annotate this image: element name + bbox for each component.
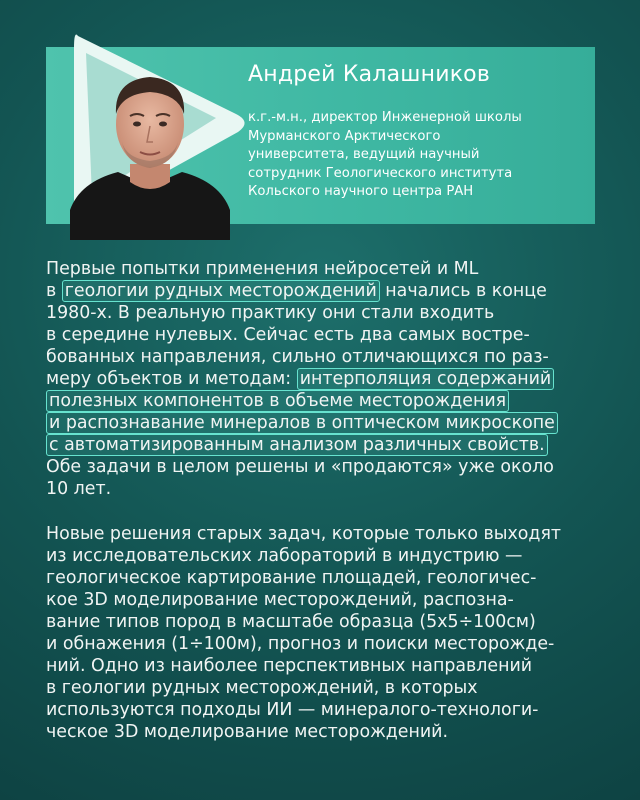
author-photo — [70, 60, 230, 240]
text-line: кое 3D моделирование месторождений, распозна- — [46, 590, 514, 610]
text-line: и обнажения (1÷100м), прогноз и поиски месторожде- — [46, 634, 555, 654]
highlight-mineral-recognition: с автоматизированным анализом различных свойств. — [46, 434, 548, 456]
highlight-ore-geology: геологии рудных месторождений — [62, 280, 380, 302]
text-line: из исследовательских лабораторий в индустрию — — [46, 546, 523, 566]
paragraph-new-solutions — [46, 523, 602, 743]
text-line: используются подходы ИИ — минералого-технологи- — [46, 700, 539, 720]
text-line: Новые решения старых задач, которые только выходят — [46, 524, 562, 544]
text-line: ческое 3D моделирование месторождений. — [46, 722, 448, 742]
author-bio-line: университета, ведущий научный — [248, 147, 480, 162]
text-line — [46, 368, 602, 390]
author-bio-line: сотрудник Геологического института — [248, 165, 513, 181]
highlight-interpolation: интерполяция содержаний — [297, 368, 555, 390]
text-line — [46, 412, 602, 434]
text-line — [46, 434, 602, 456]
text-line: вание типов пород в масштабе образца (5х5÷100см) — [46, 612, 536, 632]
text-fragment: меру объектов и методам: — [46, 369, 297, 389]
author-bio-line: к.г.-м.н., директор Инженерной школы — [248, 110, 522, 125]
text-line: Первые попытки применения нейросетей и ML — [46, 259, 479, 279]
paragraph-intro — [46, 258, 602, 500]
text-line: геологическое картирование площадей, геологичес- — [46, 568, 537, 588]
highlight-mineral-recognition: и распознавание минералов в оптическом микроскопе — [46, 412, 558, 434]
author-bio-line: Кольского научного центра РАН — [248, 184, 474, 199]
text-fragment: в — [46, 281, 62, 301]
author-bio-line: Мурманского Арктического — [248, 128, 441, 144]
text-line: бованных направления, сильно отличающихся по раз- — [46, 347, 549, 367]
text-line: 10 лет. — [46, 479, 112, 499]
text-line — [46, 280, 602, 302]
text-fragment: начались в конце — [379, 281, 547, 301]
text-line: ний. Одно из наиболее перспективных направлений — [46, 656, 533, 676]
text-line: в середине нулевых. Сейчас есть два самых востре- — [46, 325, 530, 345]
text-line: 1980-х. В реальную практику они стали входить — [46, 303, 495, 323]
text-line: Обе задачи в целом решены и «продаются» уже около — [46, 457, 554, 477]
text-line — [46, 390, 602, 412]
author-name: Андрей Калашников — [248, 62, 491, 87]
highlight-interpolation: полезных компонентов в объеме месторождения — [46, 390, 509, 412]
text-line: в геологии рудных месторождений, в которых — [46, 678, 478, 698]
author-bio — [248, 109, 593, 202]
